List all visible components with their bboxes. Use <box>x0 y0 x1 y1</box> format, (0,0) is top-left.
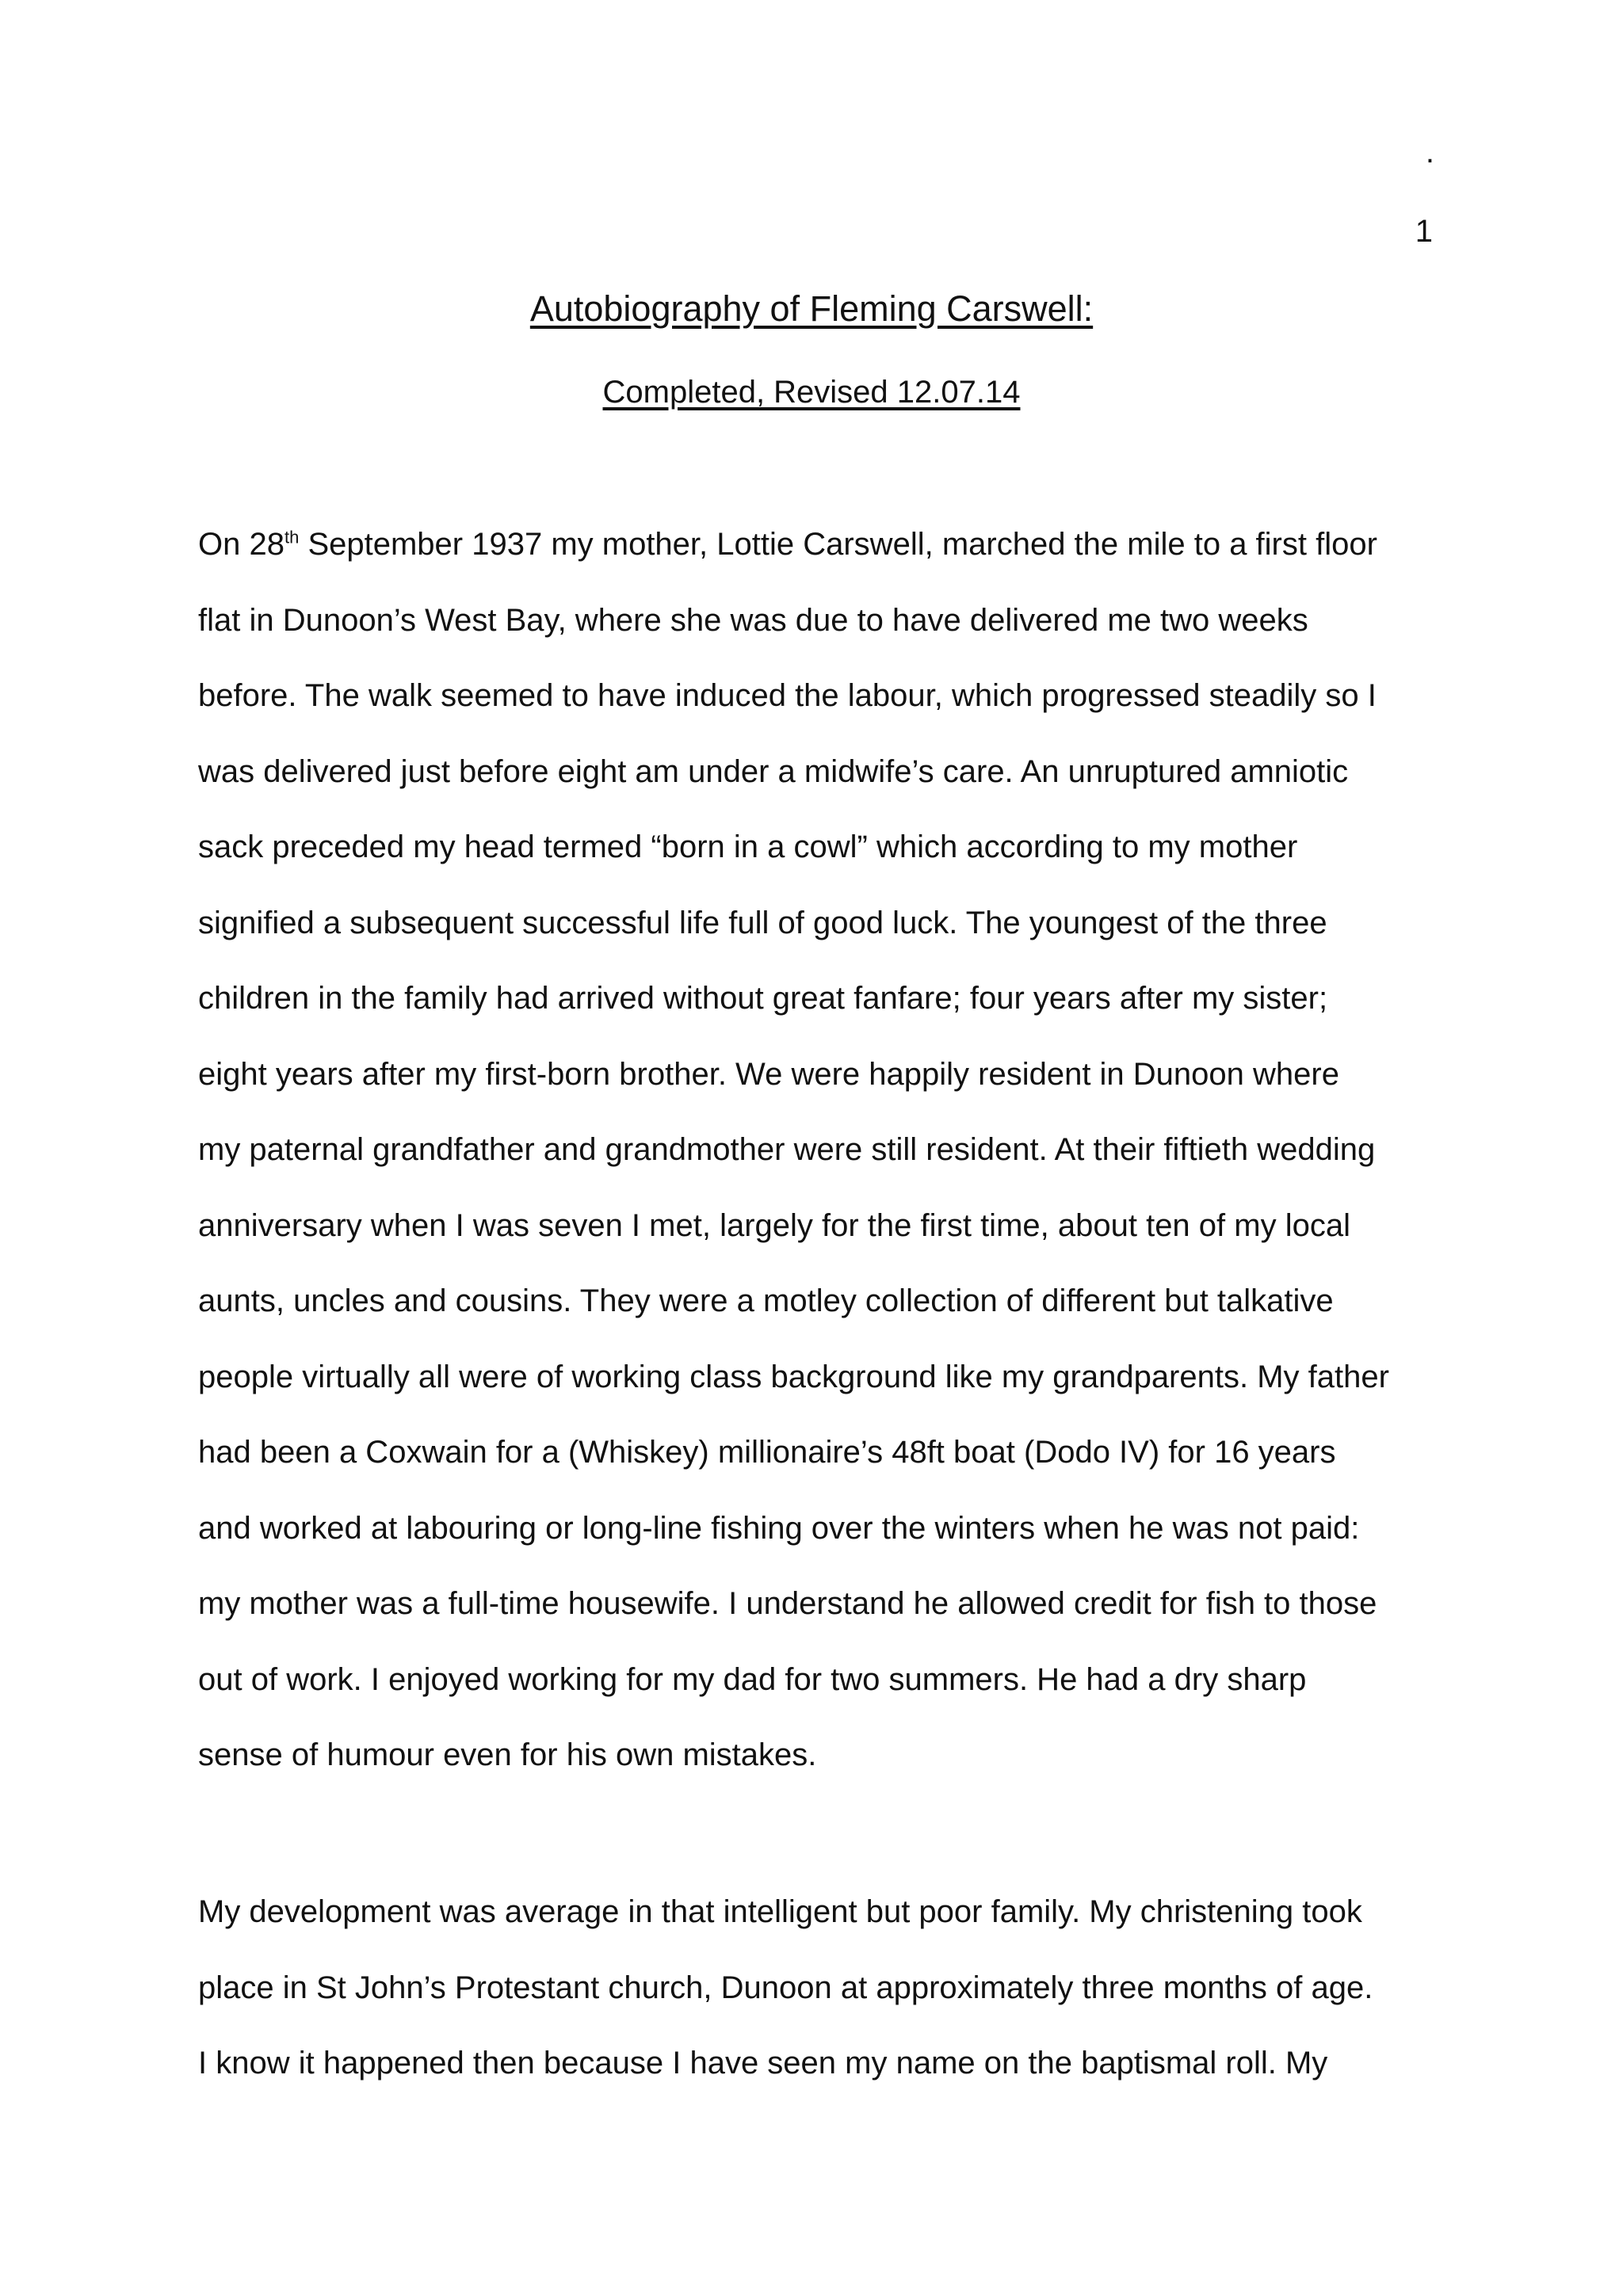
paragraph-line: and worked at labouring or long-line fishing over the winters when he was not paid: <box>198 1510 1360 1546</box>
paragraph-line: had been a Coxwain for a (Whiskey) millionaire’s 48ft boat (Dodo IV) for 16 years <box>198 1435 1336 1470</box>
document-subtitle: Completed, Revised 12.07.14 <box>602 375 1021 410</box>
paragraph-line: my paternal grandfather and grandmother were still resident. At their fiftieth wedding <box>198 1132 1376 1167</box>
paragraph-line: signified a subsequent successful life full of good luck. The youngest of the three <box>198 905 1327 940</box>
header-dot: . <box>1425 135 1434 170</box>
paragraph-line: before. The walk seemed to have induced the labour, which progressed steadily so I <box>198 678 1377 713</box>
line-text: September 1937 my mother, Lottie Carswell, marched the mile to a first floor <box>299 527 1377 562</box>
paragraph-line: sense of humour even for his own mistakes. <box>198 1737 817 1772</box>
page-number: 1 <box>1415 214 1433 249</box>
paragraph-line: place in St John’s Protestant church, Dunoon at approximately three months of age. <box>198 1970 1373 2005</box>
line-text: On 28 <box>198 527 285 562</box>
ordinal-superscript: th <box>284 527 300 547</box>
paragraph-line: aunts, uncles and cousins. They were a motley collection of different but talkative <box>198 1283 1334 1318</box>
paragraph-line: sack preceded my head termed “born in a cowl” which according to my mother <box>198 830 1298 864</box>
paragraph-line: children in the family had arrived without great fanfare; four years after my sister; <box>198 981 1328 1016</box>
paragraph-line <box>198 507 1450 583</box>
paragraph-line: eight years after my first-born brother. We were happily resident in Dunoon where <box>198 1056 1339 1092</box>
paragraph-line: was delivered just before eight am under a midwife’s care. An unruptured amniotic <box>198 753 1349 789</box>
paragraph-line: my mother was a full-time housewife. I understand he allowed credit for fish to those <box>198 1586 1377 1621</box>
paragraph-line: people virtually all were of working class background like my grandparents. My father <box>198 1359 1389 1394</box>
paragraph-line: anniversary when I was seven I met, largely for the first time, about ten of my local <box>198 1207 1350 1243</box>
paragraph-2 <box>198 1875 1450 2102</box>
paragraph-line: out of work. I enjoyed working for my dad for two summers. He had a dry sharp <box>198 1661 1307 1697</box>
paragraph-line: I know it happened then because I have seen my name on the baptismal roll. My <box>198 2046 1328 2081</box>
paragraph-line: My development was average in that intelligent but poor family. My christening took <box>198 1894 1362 1929</box>
paragraph-1 <box>198 507 1450 1794</box>
document-title: Autobiography of Fleming Carswell: <box>529 288 1094 329</box>
paragraph-line: flat in Dunoon’s West Bay, where she was due to have delivered me two weeks <box>198 602 1308 638</box>
